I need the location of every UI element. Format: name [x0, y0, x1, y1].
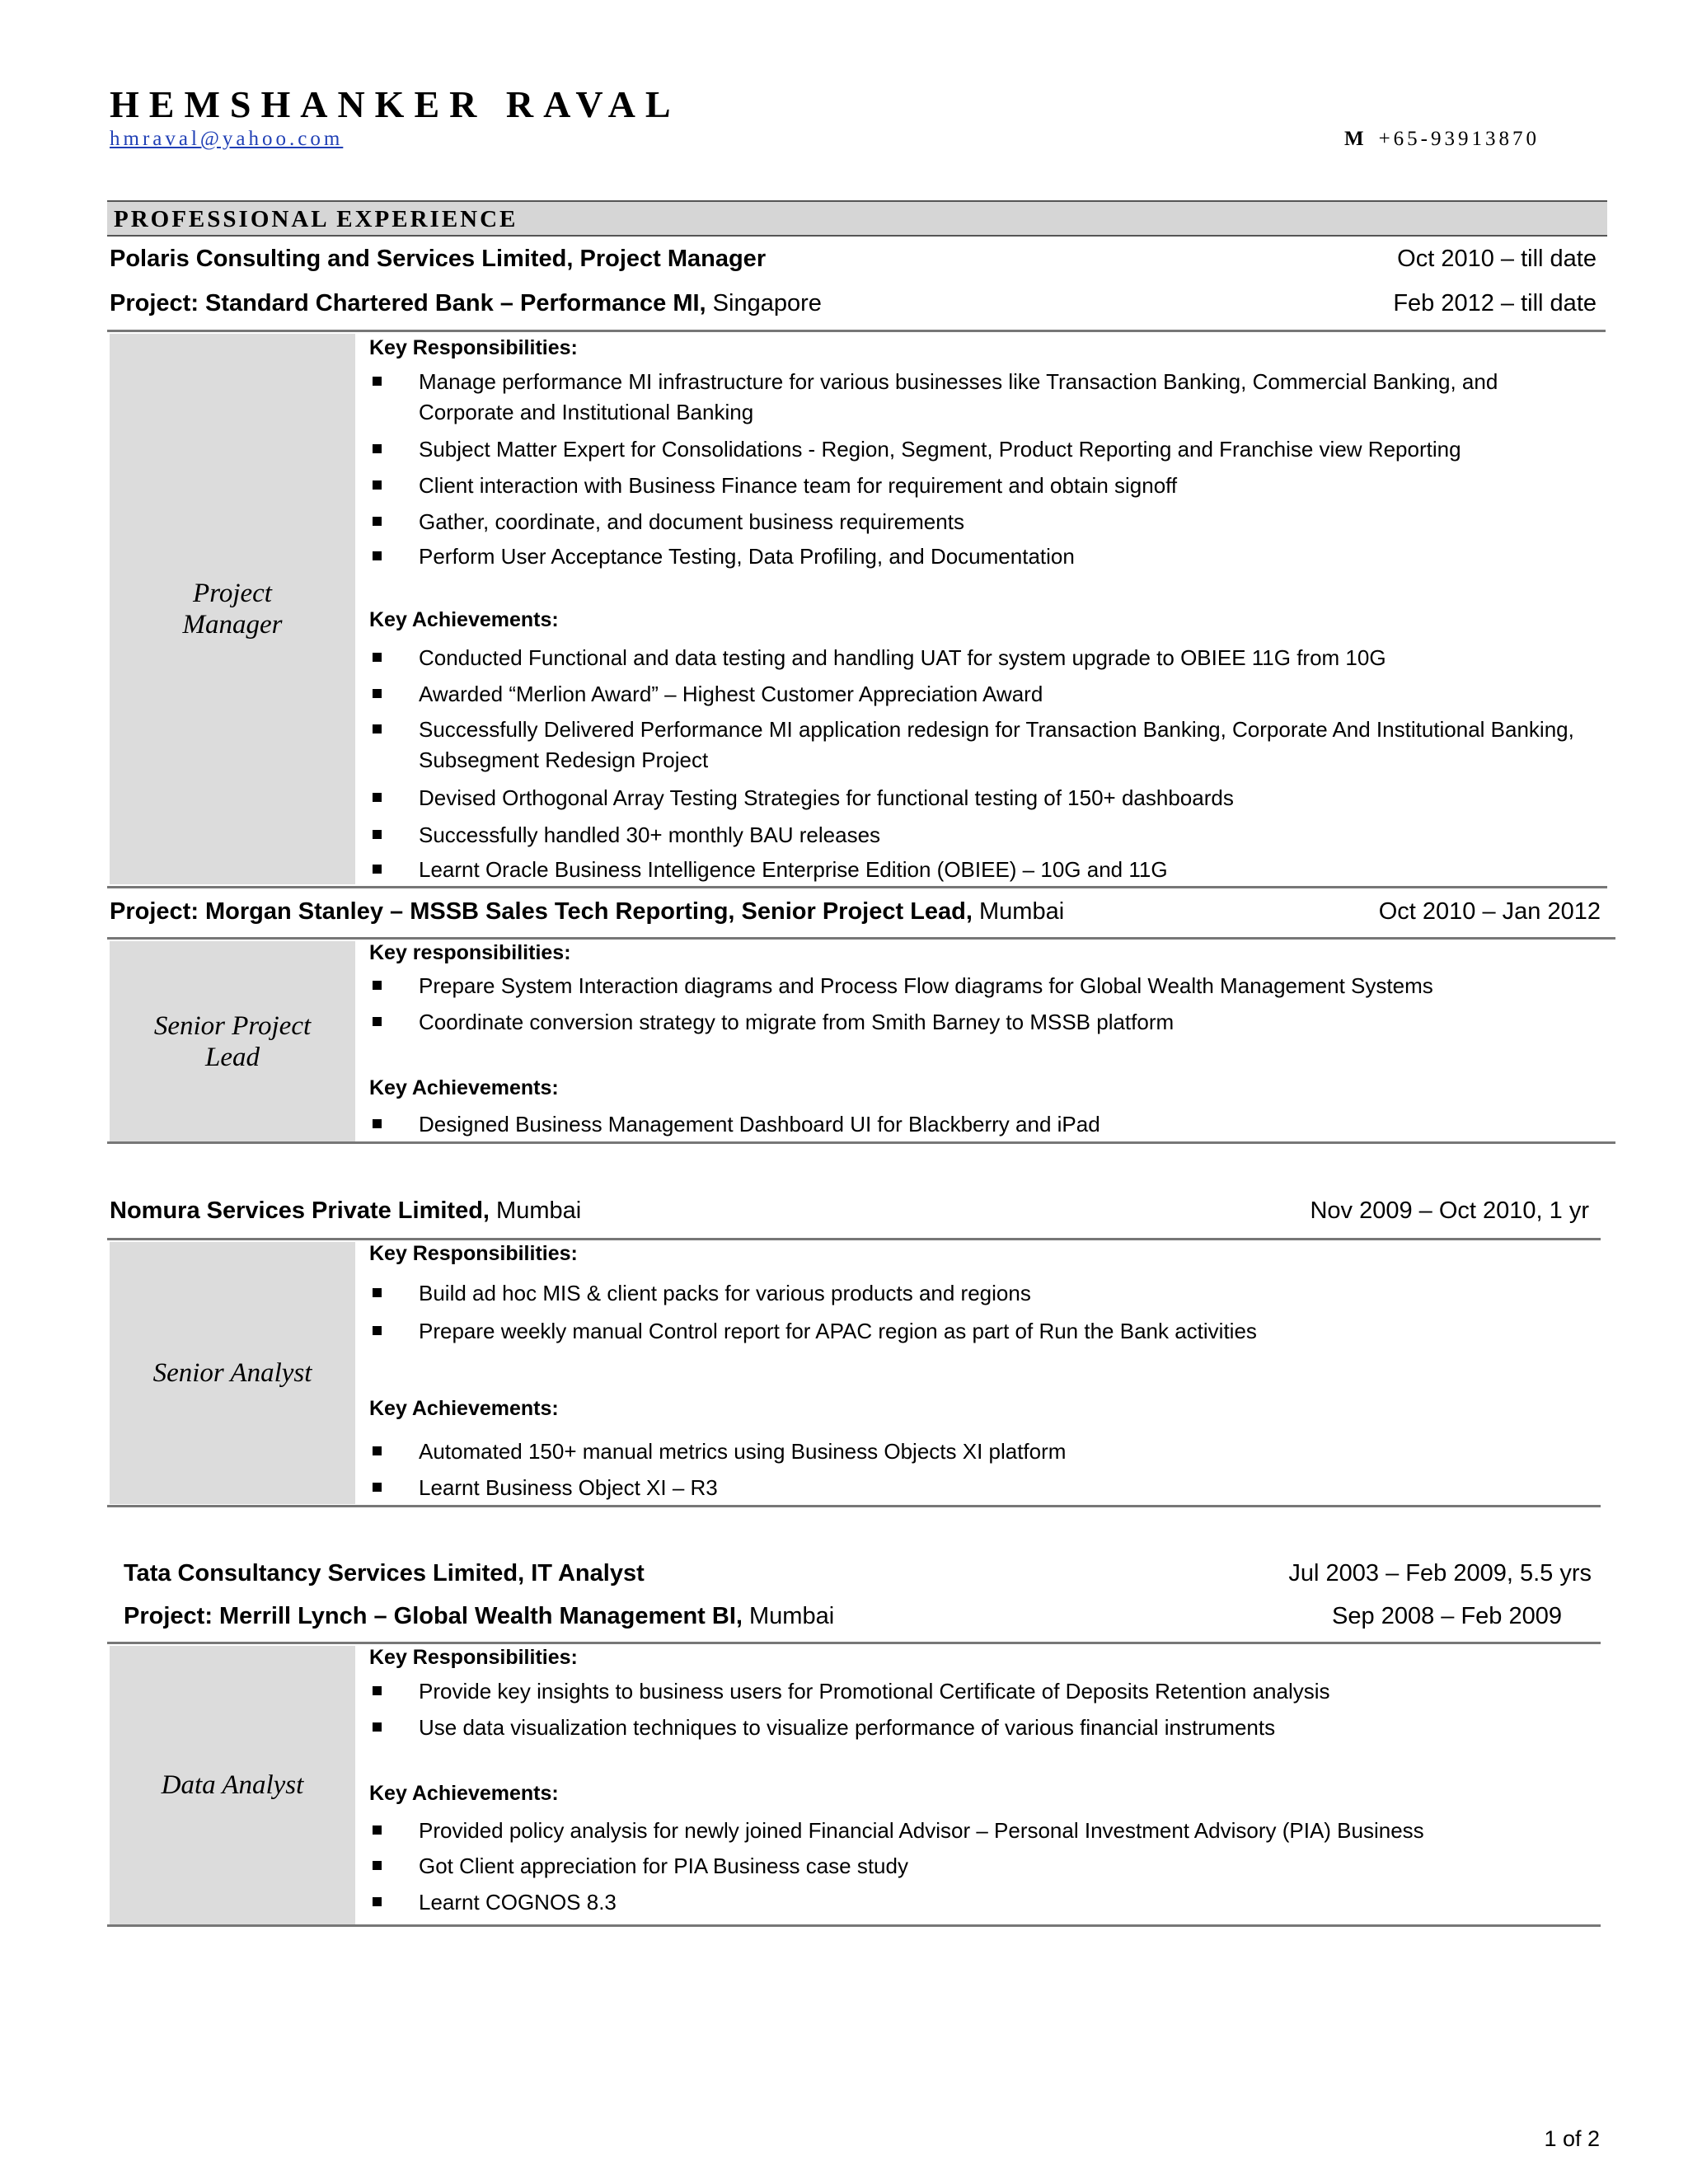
achievements-heading: Key Achievements:	[369, 1782, 559, 1805]
company-name: Tata Consultancy Services Limited, IT Analyst	[124, 1560, 645, 1586]
responsibilities-heading: Key responsibilities:	[369, 941, 571, 964]
project-title: Project: Morgan Stanley – MSSB Sales Tech Reporting, Senior Project Lead,	[110, 898, 973, 925]
project-line	[110, 898, 1064, 926]
project-dates: Feb 2012 – till date	[1393, 290, 1597, 316]
divider	[107, 1505, 1601, 1507]
list-item: Conducted Functional and data testing and handling UAT for system upgrade to OBIEE 11G from 10G	[369, 643, 1581, 673]
list-item: Successfully Delivered Performance MI application redesign for Transaction Banking, Corporate And Institutional Banking, Subsegment Redesign Project	[369, 715, 1581, 776]
phone-number	[1344, 128, 1540, 151]
responsibilities-block	[369, 1242, 1597, 1504]
list-item: Subject Matter Expert for Consolidations - Region, Segment, Product Reporting and Franchise view Reporting	[369, 434, 1581, 465]
page-number: 1 of 2	[1544, 2126, 1600, 2151]
divider	[107, 937, 1615, 940]
section-title: PROFESSIONAL EXPERIENCE	[114, 206, 518, 232]
list-item: Learnt Oracle Business Intelligence Enterprise Edition (OBIEE) – 10G and 11G	[369, 855, 1581, 885]
phone-label: M	[1343, 128, 1367, 150]
divider	[107, 1642, 1601, 1644]
company-dates: Oct 2010 – till date	[1397, 246, 1597, 272]
project-dates: Sep 2008 – Feb 2009	[1332, 1603, 1562, 1629]
role-label: Project Manager	[182, 579, 283, 640]
divider	[107, 1141, 1615, 1144]
achievements-heading: Key Achievements:	[369, 608, 559, 631]
role-label: Senior Project Lead	[153, 1010, 312, 1072]
role-box	[110, 941, 355, 1141]
responsibilities-heading: Key Responsibilities:	[369, 1646, 578, 1669]
project-location: Mumbai	[972, 898, 1065, 925]
project-line	[124, 1603, 834, 1630]
company-name: Nomura Services Private Limited,	[110, 1197, 490, 1224]
list-item: Learnt Business Object XI – R3	[369, 1473, 1581, 1503]
list-item: Got Client appreciation for PIA Business case study	[369, 1851, 1581, 1882]
list-item: Provided policy analysis for newly joined Financial Advisor – Personal Investment Advisory (PIA) Business	[369, 1816, 1581, 1846]
company-dates: Jul 2003 – Feb 2009, 5.5 yrs	[1288, 1560, 1592, 1586]
divider	[107, 330, 1606, 332]
email-link[interactable]: hmraval@yahoo.com	[110, 128, 344, 150]
project-location: Mumbai	[742, 1603, 835, 1629]
list-item: Perform User Acceptance Testing, Data Profiling, and Documentation	[369, 541, 1581, 572]
list-item: Devised Orthogonal Array Testing Strategies for functional testing of 150+ dashboards	[369, 783, 1581, 813]
responsibilities-heading: Key Responsibilities:	[369, 1242, 578, 1265]
phone-value: +65-93913870	[1378, 128, 1540, 150]
responsibilities-heading: Key Responsibilities:	[369, 336, 578, 359]
list-item: Provide key insights to business users for Promotional Certificate of Deposits Retention analysis	[369, 1676, 1581, 1707]
company-line	[110, 246, 766, 273]
project-line	[110, 290, 822, 317]
project-location: Singapore	[706, 290, 822, 316]
list-item: Designed Business Management Dashboard UI for Blackberry and iPad	[369, 1109, 1581, 1140]
divider	[107, 1238, 1601, 1240]
project-title: Project: Standard Chartered Bank – Performance MI,	[110, 290, 706, 316]
achievements-heading: Key Achievements:	[369, 1076, 559, 1099]
list-item: Prepare weekly manual Control report for APAC region as part of Run the Bank activities	[369, 1316, 1581, 1347]
list-item: Coordinate conversion strategy to migrate from Smith Barney to MSSB platform	[369, 1007, 1581, 1038]
company-line	[110, 1197, 581, 1225]
achievements-heading: Key Achievements:	[369, 1397, 559, 1420]
role-box	[110, 1646, 355, 1924]
divider	[107, 1924, 1601, 1927]
list-item: Learnt COGNOS 8.3	[369, 1887, 1581, 1918]
responsibilities-block	[369, 334, 1597, 884]
company-name: Polaris Consulting and Services Limited, Project Manager	[110, 246, 767, 272]
divider	[107, 886, 1607, 888]
role-label: Data Analyst	[161, 1770, 304, 1800]
company-dates: Nov 2009 – Oct 2010, 1 yr	[1310, 1197, 1589, 1224]
list-item: Awarded “Merlion Award” – Highest Customer Appreciation Award	[369, 679, 1581, 710]
list-item: Gather, coordinate, and document business requirements	[369, 507, 1581, 537]
list-item: Automated 150+ manual metrics using Business Objects XI platform	[369, 1436, 1581, 1467]
list-item: Client interaction with Business Finance team for requirement and obtain signoff	[369, 471, 1581, 501]
candidate-name: HEMSHANKER RAVAL	[110, 83, 681, 125]
responsibilities-block	[369, 941, 1597, 1141]
list-item: Build ad hoc MIS & client packs for various products and regions	[369, 1278, 1581, 1309]
list-item: Use data visualization techniques to visualize performance of various financial instruments	[369, 1713, 1581, 1743]
section-header	[107, 200, 1607, 237]
list-item: Manage performance MI infrastructure for various businesses like Transaction Banking, Commercial Banking, and Corporate and Institutional Banking	[369, 367, 1581, 428]
list-item: Prepare System Interaction diagrams and Process Flow diagrams for Global Wealth Management Systems	[369, 971, 1581, 1001]
company-line	[124, 1560, 645, 1587]
company-location: Mumbai	[489, 1197, 582, 1224]
list-item: Successfully handled 30+ monthly BAU releases	[369, 820, 1581, 851]
role-box	[110, 1242, 355, 1504]
project-dates: Oct 2010 – Jan 2012	[1378, 898, 1601, 925]
role-label: Senior Analyst	[152, 1358, 312, 1388]
role-box	[110, 334, 355, 884]
responsibilities-block	[369, 1646, 1597, 1924]
project-title: Project: Merrill Lynch – Global Wealth Management BI,	[124, 1603, 743, 1629]
